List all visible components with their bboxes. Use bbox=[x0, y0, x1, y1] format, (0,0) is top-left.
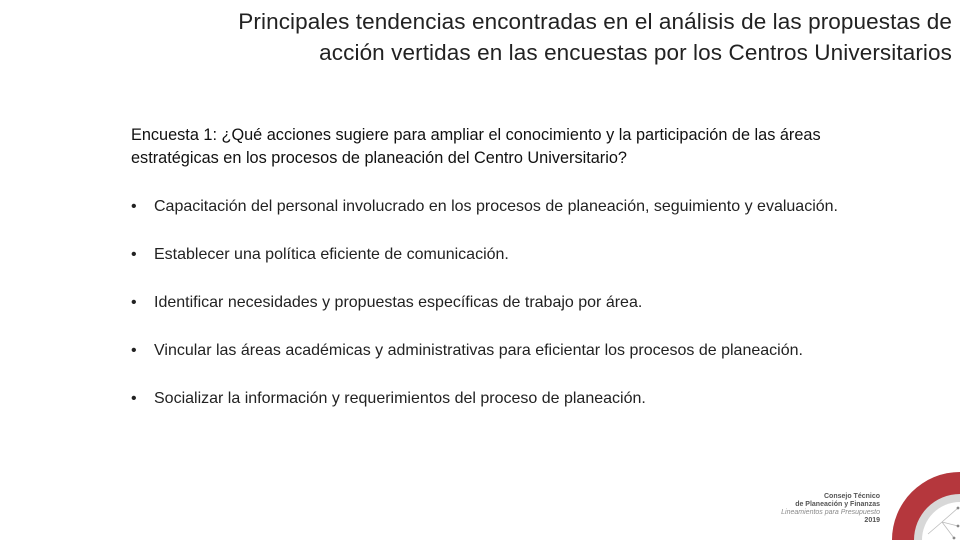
logo-line-3: Lineamientos para Presupuesto bbox=[781, 509, 880, 516]
list-item-text: Establecer una política eficiente de comunicación. bbox=[154, 246, 509, 263]
bullet-icon: • bbox=[131, 342, 137, 359]
bullet-list bbox=[131, 195, 851, 435]
list-item bbox=[131, 291, 851, 314]
list-item-text: Capacitación del personal involucrado en los procesos de planeación, seguimiento y evaluación. bbox=[154, 198, 838, 215]
bullet-icon: • bbox=[131, 198, 137, 215]
survey-question: Encuesta 1: ¿Qué acciones sugiere para ampliar el conocimiento y la participación de las áreas estratégicas en los procesos de planeación del Centro Universitario? bbox=[131, 126, 821, 167]
logo-emblem-icon bbox=[880, 460, 960, 540]
logo-line-1: Consejo Técnico bbox=[823, 493, 880, 500]
list-item bbox=[131, 243, 851, 266]
logo-text bbox=[781, 493, 880, 525]
logo-line-4: 2019 bbox=[864, 517, 880, 524]
title-line-2: acción vertidas en las encuestas por los Centros Universitarios bbox=[319, 40, 952, 65]
list-item-text: Vincular las áreas académicas y administrativas para eficientar los procesos de planeación. bbox=[154, 342, 803, 359]
list-item-text: Identificar necesidades y propuestas específicas de trabajo por área. bbox=[154, 294, 643, 311]
slide-title bbox=[92, 6, 952, 68]
bullet-icon: • bbox=[131, 294, 137, 311]
list-item bbox=[131, 387, 851, 410]
list-item-text: Socializar la información y requerimientos del proceso de planeación. bbox=[154, 390, 646, 407]
title-line-1: Principales tendencias encontradas en el análisis de las propuestas de bbox=[238, 9, 952, 34]
bullet-icon: • bbox=[131, 246, 137, 263]
list-item bbox=[131, 339, 851, 362]
council-logo bbox=[760, 460, 960, 540]
list-item bbox=[131, 195, 851, 218]
bullet-icon: • bbox=[131, 390, 137, 407]
logo-line-2: de Planeación y Finanzas bbox=[795, 501, 880, 508]
